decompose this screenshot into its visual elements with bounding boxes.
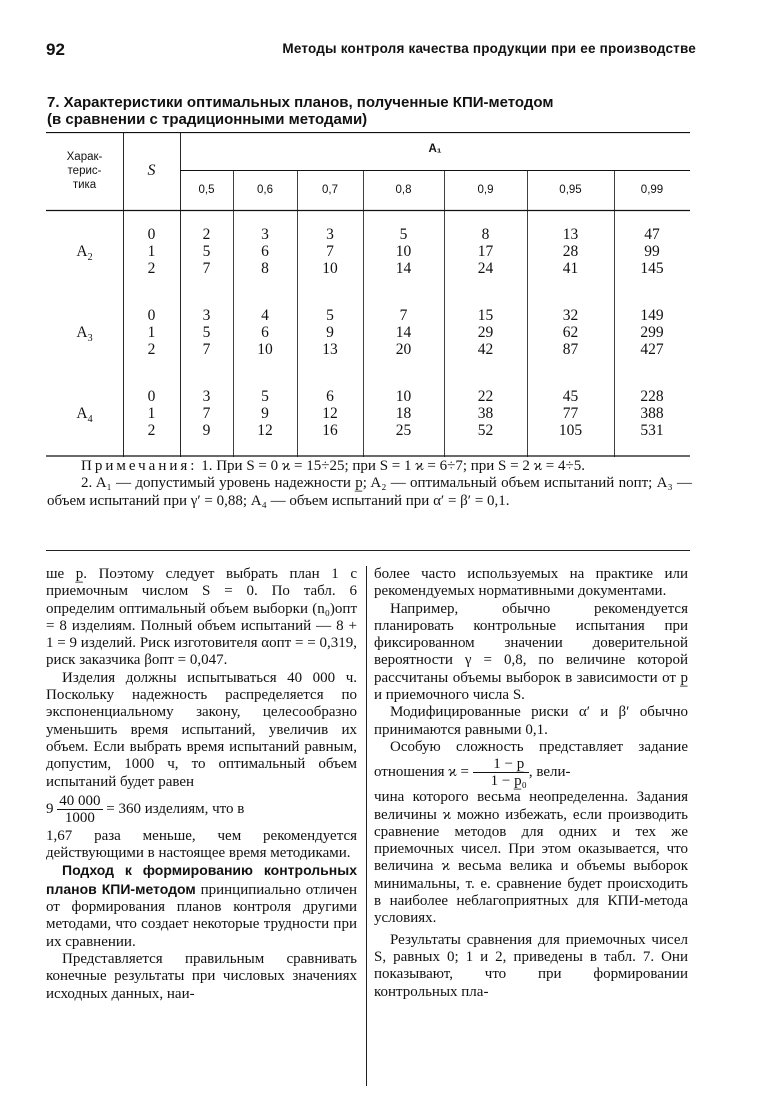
table-cell [444,388,527,439]
table-cell [233,226,297,277]
column-divider [366,566,367,1086]
table-cell [614,307,690,358]
column-header: 0,8 [395,184,412,196]
s-value: 0 [147,226,156,243]
cell-value: 5 [399,226,408,243]
left-paragraph-2-end: 1,67 раза меньше, чем рекомендуется действующими в настоящее время методиками. [46,827,357,862]
right-paragraph-3: Модифицированные риски α′ и β′ обычно принимаются равными 0,1. [374,704,688,738]
right-paragraph-1: более часто используемых на практике или рекомендуемых нормативными документами. [374,566,688,600]
table-cell [297,307,363,358]
cell-value: 228 [640,388,664,405]
kappa-numerator: 1 − p̲ [473,756,529,773]
column-header: 0,5 [198,184,215,196]
cell-value: 8 [481,226,490,243]
cell-value: 4 [261,307,269,324]
table-cell [363,388,444,439]
cell-value: 9 [326,324,334,341]
table-cell [527,388,614,439]
left-column [46,566,357,1003]
head-characteristic-line: тика [72,179,97,191]
s-value: 1 [147,243,156,260]
table-cell [614,226,690,277]
cell-value: 6 [261,243,269,260]
formula-result: = 360 изделиям, что в [106,800,245,817]
table-caption-line2: (в сравнении с традиционными методами) [47,111,368,128]
cell-value: 99 [644,243,660,260]
cell-value: 9 [261,405,269,422]
right-paragraph-2: Например, обычно рекомендуется планировать контрольные испытания при фиксированном значении доверительной вероятности γ = 0,8, по величине которой рассчитаны объемы выборок в зависимости от p̲ и приемочного числа S. [374,600,688,704]
cell-value: 14 [395,260,412,277]
cell-value: 7 [326,243,334,260]
right-paragraph-4-rest: чина которого весьма неопределенна. Задания величины ϰ можно избежать, если производить сравнение методов для одних и тех же приемочных чисел. При этом оказывается, что величина ϰ весьма велика и объемы выборок минимальны, т. е. сравнение будет происходить в наиболее неблагоприятных для КПИ-метода условиях. [374,789,688,927]
cell-value: 10 [257,341,273,358]
cell-value: 14 [395,324,412,341]
cell-value: 7 [202,341,211,358]
row-label [46,243,123,263]
table-cell [614,388,690,439]
cell-value: 7 [202,260,211,277]
fraction-numerator: 40 000 [59,792,101,809]
table-cell [363,307,444,358]
table-cell [444,226,527,277]
cell-value: 531 [640,422,664,439]
table-notes [47,458,692,510]
cell-value: 41 [562,260,579,277]
cell-value: 18 [395,405,412,422]
fraction-denominator: 1000 [64,809,95,826]
cell-value: 8 [261,260,269,277]
cell-value: 5 [202,243,211,260]
left-formula-line [46,793,357,826]
s-value: 2 [147,341,156,358]
cell-value: 10 [395,243,412,260]
s-values [123,307,180,358]
left-paragraph-2-text: Изделия должны испытываться 40 000 ч. Поскольку надежность распределяется по экспоненциальному закону, целесообразно уменьшить время испытаний, увеличив их объем. Если выбрать время испытаний равным, допустим, 1000 ч, то оптимальный объем испытаний будет равен [46,669,357,790]
cell-value: 3 [202,388,211,405]
table-cell [233,388,297,439]
cell-value: 5 [261,388,269,405]
column-header: 0,9 [477,184,494,196]
s-value: 2 [147,260,156,277]
cell-value: 42 [477,341,494,358]
cell-value: 13 [562,226,579,243]
cell-value: 47 [644,226,660,243]
cell-value: 427 [640,341,664,358]
cell-value: 15 [477,307,494,324]
kappa-denominator: 1 − p̲₀ [490,773,527,790]
formula-fraction [57,793,102,826]
cell-value: 299 [640,324,664,341]
right-paragraph-4 [374,739,688,789]
row-label-letter: A [76,405,88,422]
s-values [123,388,180,439]
row-label-index: 4 [87,414,93,426]
cell-value: 77 [562,405,579,422]
right-paragraph-4-tail: , вели- [528,764,571,781]
cell-value: 5 [202,324,211,341]
table-cell [180,388,233,439]
cell-value: 52 [477,422,494,439]
cell-value: 149 [640,307,664,324]
s-value: 0 [147,307,156,324]
s-values [123,226,180,277]
kappa-fraction [473,756,529,789]
table-caption-line1: 7. Характеристики оптимальных планов, полученные КПИ-методом [47,94,554,111]
note-2: 2. A₁ — допустимый уровень надежности p̲; A₂ — оптимальный объем испытаний nопт; A₃ — объем испытаний при γ′ = 0,88; A₄ — объем испытаний при α′ = β′ = 0,1. [47,475,692,509]
row-label-letter: A [76,243,88,260]
cell-value: 145 [640,260,664,277]
table-cell [527,226,614,277]
left-paragraph-4: Представляется правильным сравнивать конечные результаты при числовых значениях исходных данных, наи- [46,950,357,1002]
table-cell [363,226,444,277]
row-label-index: 2 [87,252,93,264]
table-cell [233,307,297,358]
table-cell [527,307,614,358]
column-header: 0,99 [640,184,664,196]
head-characteristic-line: Харак- [66,151,103,163]
table-cell [297,226,363,277]
notes-label: Примечания: [81,458,198,474]
cell-value: 17 [477,243,494,260]
divider [46,550,690,551]
cell-value: 6 [326,388,334,405]
cell-value: 62 [562,324,579,341]
cell-value: 32 [562,307,579,324]
s-value: 0 [147,388,156,405]
bold-heading: Подход к формированию контрольных планов КПИ-методом [46,862,357,897]
left-paragraph-2 [46,670,357,791]
cell-value: 87 [562,341,579,358]
cell-value: 3 [202,307,211,324]
s-value: 1 [147,405,156,422]
cell-value: 38 [477,405,494,422]
column-header: 0,7 [322,184,338,196]
table-cell [180,226,233,277]
cell-value: 12 [257,422,273,439]
running-title: Методы контроля качества продукции при ее производстве [282,41,696,56]
cell-value: 7 [399,307,408,324]
cell-value: 10 [395,388,412,405]
cell-value: 29 [477,324,494,341]
cell-value: 16 [322,422,338,439]
table-cell [297,388,363,439]
row-label-letter: A [76,324,88,341]
formula-prefix: 9 [46,800,54,817]
table-cell [444,307,527,358]
cell-value: 28 [562,243,579,260]
page-number: 92 [46,40,65,59]
left-paragraph-3-text: принципиально отличен от формирования планов контроля другими методами, что создает некоторые трудности при их сравнении. [46,881,358,950]
cell-value: 13 [322,341,338,358]
s-value: 1 [147,324,156,341]
cell-value: 12 [322,405,338,422]
head-s: S [147,162,156,179]
cell-value: 3 [326,226,334,243]
cell-value: 388 [640,405,664,422]
left-paragraph-1: ше p̲. Поэтому следует выбрать план 1 с приемочным числом S = 0. По табл. 6 определим оптимальный объем выборки (n₀)опт = 8 изделиям. Полный объем испытаний — 8 + 1 = 9 изделий. Риск изготовителя αопт = = 0,319, риск заказчика βопт = 0,047. [46,566,357,669]
cell-value: 25 [395,422,412,439]
right-column [374,566,688,1001]
note-1: 1. При S = 0 ϰ = 15÷25; при S = 1 ϰ = 6÷7; при S = 2 ϰ = 4÷5. [201,458,585,474]
cell-value: 5 [326,307,334,324]
head-characteristic-line: терис- [67,165,102,177]
table-caption [47,94,707,128]
column-header: 0,6 [257,184,273,196]
head-a1: A₁ [428,143,442,155]
row-label-index: 3 [87,333,93,345]
cell-value: 7 [202,405,211,422]
cell-value: 24 [477,260,494,277]
cell-value: 45 [562,388,579,405]
s-value: 2 [147,422,156,439]
cell-value: 2 [202,226,211,243]
head-characteristic [46,150,123,192]
cell-value: 22 [477,388,494,405]
row-label [46,405,123,425]
cell-value: 20 [395,341,412,358]
left-paragraph-3 [46,862,357,950]
row-label [46,324,123,344]
cell-value: 105 [558,422,583,439]
right-paragraph-4-start: Особую сложность представляет задание отношения ϰ = [374,738,688,781]
right-paragraph-5: Результаты сравнения для приемочных чисел S, равных 0; 1 и 2, приведены в табл. 7. Они показывают, что при формировании контрольных пла- [374,931,688,1000]
cell-value: 10 [322,260,338,277]
cell-value: 6 [261,324,269,341]
cell-value: 9 [202,422,211,439]
column-header: 0,95 [559,184,582,196]
table-cell [180,307,233,358]
cell-value: 3 [261,226,269,243]
